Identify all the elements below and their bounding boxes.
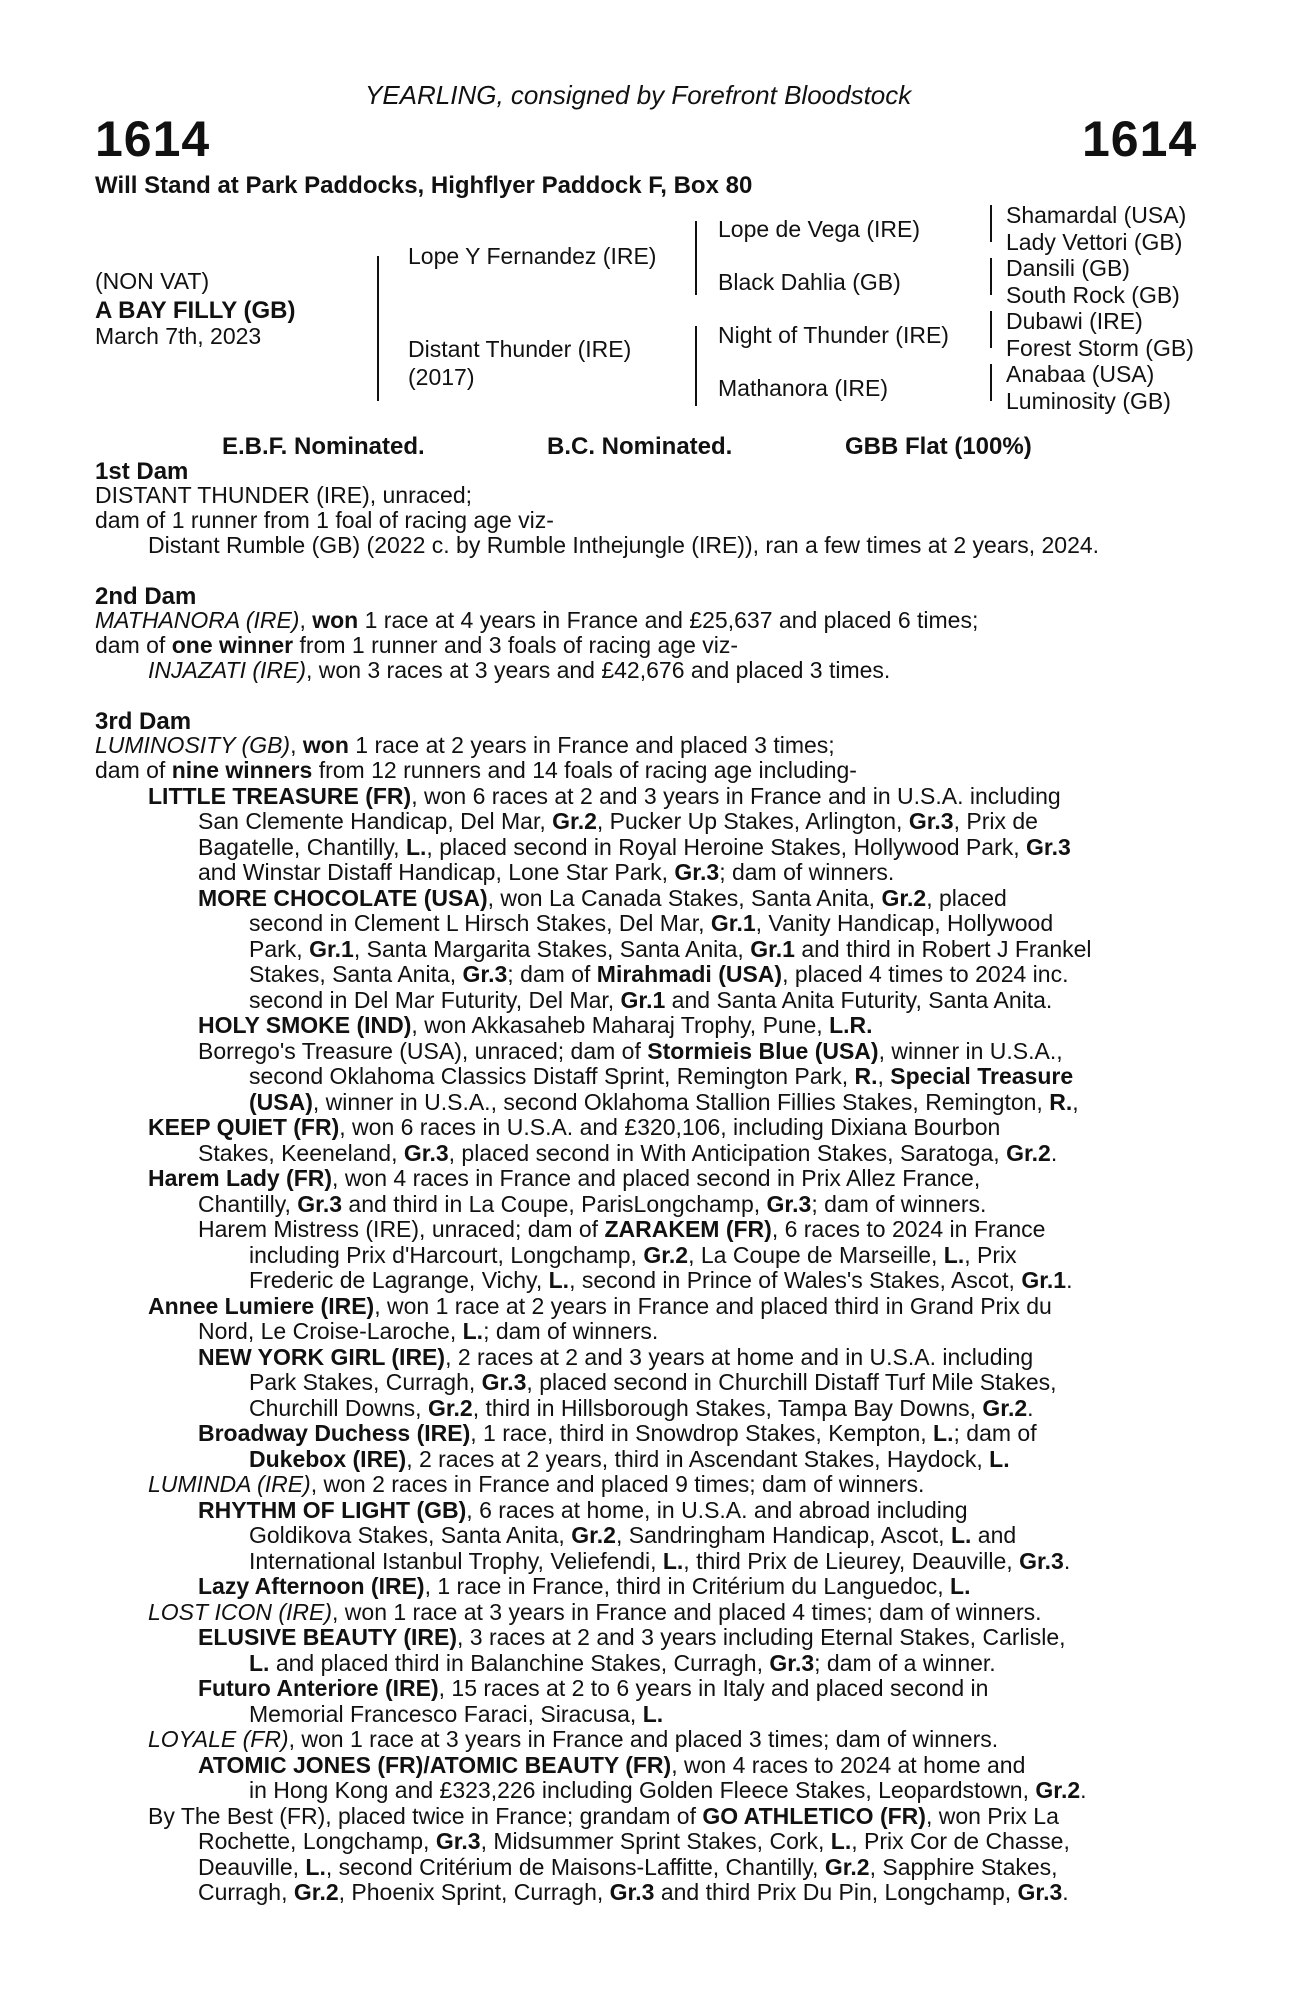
produce-line — [249, 962, 1068, 988]
text: , 6 races at home, in U.S.A. and abroad including — [466, 1497, 968, 1523]
grade-bold: R. — [1049, 1089, 1073, 1115]
pedigree-sire-dam: Black Dahlia (GB) — [718, 269, 901, 295]
text: Goldikova Stakes, Santa Anita, — [249, 1522, 572, 1548]
produce-line — [148, 1294, 1052, 1320]
text: and Santa Anita Futurity, Santa Anita. — [665, 987, 1053, 1013]
text: and third Prix Du Pin, Longchamp, — [654, 1879, 1018, 1905]
text: , — [1072, 1089, 1079, 1115]
horse-bold: Mirahmadi (USA) — [596, 961, 783, 987]
produce-line — [198, 1421, 1037, 1447]
text: , won 1 race at 3 years in France and placed 4 times; dam of winners. — [332, 1599, 1042, 1625]
produce-line — [249, 1064, 1073, 1090]
horse-bold: Dukebox (IRE) — [249, 1446, 407, 1472]
pedigree-dam-sire: Night of Thunder (IRE) — [718, 322, 949, 348]
text: 1 race at 4 years in France and £25,637 and placed 6 times; — [358, 607, 979, 633]
horse-bold: Lazy Afternoon (IRE) — [198, 1573, 425, 1599]
text: , 2 races at 2 years, third in Ascendant Stakes, Haydock, — [406, 1446, 990, 1472]
stand-location: Will Stand at Park Paddocks, Highflyer Paddock F, Box 80 — [95, 172, 753, 199]
pedigree-sdd: South Rock (GB) — [1006, 282, 1180, 308]
vat-status: (NON VAT) — [95, 268, 210, 294]
grade-bold: Gr.2 — [571, 1522, 616, 1548]
text: , Phoenix Sprint, Curragh, — [338, 1879, 610, 1905]
third-dam-title: 3rd Dam — [95, 708, 192, 735]
grade-bold: Gr.2 — [1035, 1777, 1081, 1803]
text: and third in Robert J Frankel — [794, 936, 1092, 962]
produce-line — [148, 1115, 1000, 1141]
produce-line — [249, 988, 1052, 1014]
text: and — [971, 1522, 1017, 1548]
horse-bold: Stormieis Blue (USA) — [647, 1038, 879, 1064]
horse-bold: NEW YORK GIRL (IRE) — [198, 1344, 446, 1370]
grade-bold: L. — [830, 1828, 852, 1854]
produce-line — [198, 1753, 1025, 1779]
grade-bold: Gr.3 — [462, 961, 508, 987]
grade-bold: Gr.3 — [481, 1369, 527, 1395]
horse-bold: ATOMIC JONES (FR)/ATOMIC BEAUTY (FR) — [198, 1752, 672, 1778]
text: , winner in U.S.A., second Oklahoma Stallion Fillies Stakes, Remington, — [312, 1089, 1050, 1115]
text: , 1 race, third in Snowdrop Stakes, Kempton, — [470, 1420, 934, 1446]
text: in Hong Kong and £323,226 including Golden Fleece Stakes, Leopardstown, — [249, 1777, 1036, 1803]
text: ; dam of — [953, 1420, 1037, 1446]
produce-line — [249, 1370, 1057, 1396]
horse-bold: LITTLE TREASURE (FR) — [148, 783, 412, 809]
produce-line — [198, 886, 1007, 912]
grade-bold: Gr.3 — [674, 859, 720, 885]
pedigree-brace-dd — [990, 364, 992, 401]
produce-line — [249, 1523, 1016, 1549]
text: Curragh, — [198, 1879, 294, 1905]
text: including Prix d'Harcourt, Longchamp, — [249, 1242, 644, 1268]
text: , 15 races at 2 to 6 years in Italy and placed second in — [438, 1675, 989, 1701]
horse-italic: LOST ICON (IRE) — [148, 1599, 333, 1625]
grade-bold: Gr.3 — [1017, 1879, 1063, 1905]
pedigree-brace-dam — [695, 326, 697, 406]
dam-name: MATHANORA (IRE) — [95, 607, 300, 633]
text: , won 6 races in U.S.A. and £320,106, including Dixiana Bourbon — [339, 1114, 1001, 1140]
dam-name: LUMINOSITY (GB) — [95, 732, 291, 758]
text: By The Best (FR), placed twice in France; grandam of — [148, 1803, 703, 1829]
foaling-date: March 7th, 2023 — [95, 323, 262, 349]
produce-line — [249, 1447, 1010, 1473]
pedigree-sds: Dansili (GB) — [1006, 255, 1130, 281]
pedigree-sss: Shamardal (USA) — [1006, 202, 1187, 228]
text: , winner in U.S.A., — [878, 1038, 1063, 1064]
winners-bold: one winner — [171, 632, 294, 658]
grade-bold: L. — [642, 1701, 664, 1727]
text: , won Prix La — [925, 1803, 1059, 1829]
text: , — [877, 1063, 891, 1089]
produce-line — [198, 809, 1038, 835]
produce-line — [249, 1090, 1079, 1116]
text: , placed second in Royal Heroine Stakes, Hollywood Park, — [426, 834, 1027, 860]
text: , third Prix de Lieurey, Deauville, — [683, 1548, 1020, 1574]
text: , won La Canada Stakes, Santa Anita, — [487, 885, 882, 911]
text: Rochette, Longchamp, — [198, 1828, 436, 1854]
text: ; dam of winners. — [719, 859, 895, 885]
text: , third in Hillsborough Stakes, Tampa Bay Downs, — [472, 1395, 983, 1421]
won-bold: won — [302, 732, 349, 758]
lot-number-right: 1614 — [1082, 111, 1198, 167]
text: Churchill Downs, — [249, 1395, 428, 1421]
text: , — [299, 607, 313, 633]
grade-bold: L. — [950, 1522, 972, 1548]
produce-line — [198, 860, 894, 886]
pedigree-ddd: Luminosity (GB) — [1006, 388, 1171, 414]
text: and third in La Coupe, ParisLongchamp, — [342, 1191, 767, 1217]
produce-line — [198, 1676, 988, 1702]
grade-bold: L. — [548, 1267, 570, 1293]
horse-bold: RHYTHM OF LIGHT (GB) — [198, 1497, 467, 1523]
text: , second in Prince of Wales's Stakes, Ascot, — [569, 1267, 1022, 1293]
text: , Santa Margarita Stakes, Santa Anita, — [353, 936, 751, 962]
grade-bold: L. — [943, 1242, 965, 1268]
produce-line — [249, 1549, 1070, 1575]
horse-bold: Broadway Duchess (IRE) — [198, 1420, 471, 1446]
horse-bold: Harem Lady (FR) — [148, 1165, 333, 1191]
text: Frederic de Lagrange, Vichy, — [249, 1267, 549, 1293]
text: , Prix Cor de Chasse, — [851, 1828, 1070, 1854]
produce-line — [249, 1651, 996, 1677]
produce-name: INJAZATI (IRE) — [148, 657, 307, 683]
pedigree-dam-dam: Mathanora (IRE) — [718, 375, 889, 401]
produce-line — [249, 1268, 1072, 1294]
produce-line — [249, 1396, 1034, 1422]
produce-line — [198, 1319, 658, 1345]
horse-bold: ELUSIVE BEAUTY (IRE) — [198, 1624, 457, 1650]
pedigree-brace-ss — [990, 205, 992, 242]
produce-line — [249, 911, 1053, 937]
grade-bold: Gr.2 — [643, 1242, 689, 1268]
text: , won 1 race at 2 years in France and placed third in Grand Prix du — [374, 1293, 1052, 1319]
horse-bold: (USA) — [249, 1089, 313, 1115]
text: , won 3 races at 3 years and £42,676 and placed 3 times. — [306, 657, 891, 683]
grade-bold: L. — [249, 1650, 270, 1676]
pedigree-brace-sd — [990, 258, 992, 295]
horse-bold: GO ATHLETICO (FR) — [702, 1803, 926, 1829]
text: Borrego's Treasure (USA), unraced; dam of — [198, 1038, 648, 1064]
text: . — [1062, 1879, 1069, 1905]
grade-bold: Gr.3 — [609, 1879, 655, 1905]
produce-line — [148, 1600, 1042, 1626]
produce-line — [148, 1727, 998, 1753]
produce-line — [249, 937, 1092, 963]
grade-bold: Gr.3 — [908, 808, 954, 834]
text: . — [1080, 1777, 1087, 1803]
horse-bold: Special Treasure — [890, 1063, 1074, 1089]
text: from 12 runners and 14 foals of racing age including- — [312, 757, 857, 783]
text: , — [290, 732, 303, 758]
produce-line — [198, 835, 1071, 861]
third-dam-line-2 — [95, 758, 857, 784]
bc-nomination: B.C. Nominated. — [547, 433, 733, 460]
produce-line — [148, 1804, 1059, 1830]
grade-bold: L. — [989, 1446, 1010, 1472]
text: second Oklahoma Classics Distaff Sprint, Remington Park, — [249, 1063, 855, 1089]
ebf-nomination: E.B.F. Nominated. — [222, 433, 425, 460]
second-dam-title: 2nd Dam — [95, 583, 197, 610]
text: second in Del Mar Futurity, Del Mar, — [249, 987, 621, 1013]
produce-line — [148, 784, 1061, 810]
produce-line — [198, 1192, 986, 1218]
text: , Pucker Up Stakes, Arlington, — [596, 808, 909, 834]
text: . — [1063, 1548, 1071, 1574]
text: and placed third in Balanchine Stakes, Curragh, — [269, 1650, 770, 1676]
text: ; dam of — [507, 961, 597, 987]
pedigree-ssd: Lady Vettori (GB) — [1006, 229, 1183, 255]
produce-line — [249, 1778, 1087, 1804]
grade-bold: L.R. — [829, 1012, 873, 1038]
text: . — [1027, 1395, 1034, 1421]
consignment-line: YEARLING, consigned by Forefront Bloodstock — [365, 80, 912, 110]
grade-bold: Gr.3 — [1019, 1548, 1064, 1574]
text: , placed second in With Anticipation Stakes, Saratoga, — [448, 1140, 1007, 1166]
produce-line — [198, 1855, 1058, 1881]
text: , won 2 races in France and placed 9 times; dam of winners. — [310, 1471, 925, 1497]
text: from 1 runner and 3 foals of racing age viz- — [293, 632, 739, 658]
grade-bold: Gr.2 — [1006, 1140, 1051, 1166]
second-dam-line-2 — [95, 633, 738, 659]
text: Stakes, Santa Anita, — [249, 961, 463, 987]
produce-line — [198, 1345, 1033, 1371]
pedigree-brace-ds — [990, 311, 992, 348]
text: Memorial Francesco Faraci, Siracusa, — [249, 1701, 643, 1727]
text: , Vanity Handicap, Hollywood — [755, 910, 1054, 936]
second-dam-line-1 — [95, 608, 978, 634]
produce-line — [198, 1498, 967, 1524]
produce-line — [198, 1574, 970, 1600]
text: International Istanbul Trophy, Veliefendi, — [249, 1548, 663, 1574]
produce-line — [198, 1141, 1057, 1167]
grade-bold: L. — [950, 1573, 971, 1599]
grade-bold: Gr.1 — [1021, 1267, 1067, 1293]
second-dam-produce-1 — [148, 658, 890, 684]
text: , 3 races at 2 and 3 years including Eternal Stakes, Carlisle, — [457, 1624, 1066, 1650]
text: Bagatelle, Chantilly, — [198, 834, 406, 860]
grade-bold: Gr.2 — [824, 1854, 870, 1880]
produce-line — [198, 1013, 873, 1039]
text: dam of — [95, 632, 172, 658]
grade-bold: R. — [854, 1063, 878, 1089]
text: , won 1 race at 3 years in France and placed 3 times; dam of winners. — [288, 1726, 999, 1752]
horse-bold: Annee Lumiere (IRE) — [148, 1293, 375, 1319]
text: San Clemente Handicap, Del Mar, — [198, 808, 553, 834]
grade-bold: Gr.2 — [427, 1395, 473, 1421]
produce-line — [198, 1829, 1070, 1855]
text: . — [1066, 1267, 1073, 1293]
third-dam-line-1 — [95, 733, 835, 759]
produce-line — [148, 1166, 980, 1192]
first-dam-line-1: DISTANT THUNDER (IRE), unraced; — [95, 482, 473, 508]
grade-bold: L. — [933, 1420, 954, 1446]
grade-bold: Gr.3 — [435, 1828, 481, 1854]
grade-bold: Gr.2 — [293, 1879, 339, 1905]
text: , won Akkasaheb Maharaj Trophy, Pune, — [411, 1012, 830, 1038]
won-bold: won — [312, 607, 359, 633]
grade-bold: Gr.1 — [309, 936, 354, 962]
pedigree-sire: Lope Y Fernandez (IRE) — [408, 243, 657, 269]
text: Stakes, Keeneland, — [198, 1140, 404, 1166]
text: Chantilly, — [198, 1191, 298, 1217]
grade-bold: Gr.2 — [552, 808, 597, 834]
text: ; dam of a winner. — [814, 1650, 996, 1676]
text: , Midsummer Sprint Stakes, Cork, — [480, 1828, 831, 1854]
grade-bold: Gr.1 — [620, 987, 666, 1013]
horse-bold: KEEP QUIET (FR) — [148, 1114, 340, 1140]
text: , Sapphire Stakes, — [869, 1854, 1058, 1880]
text: , Sandringham Handicap, Ascot, — [615, 1522, 951, 1548]
produce-line — [198, 1217, 1045, 1243]
text: , placed — [926, 885, 1007, 911]
horse-italic: LUMINDA (IRE) — [148, 1471, 311, 1497]
text: Park, — [249, 936, 310, 962]
text: and Winstar Distaff Handicap, Lone Star Park, — [198, 859, 675, 885]
first-dam-line-2: dam of 1 runner from 1 foal of racing age viz- — [95, 507, 554, 533]
pedigree-dam: Distant Thunder (IRE) — [408, 336, 632, 362]
grade-bold: Gr.3 — [403, 1140, 449, 1166]
winners-bold: nine winners — [171, 757, 313, 783]
pedigree-brace-sire — [695, 221, 697, 295]
text: . — [1050, 1140, 1058, 1166]
lot-number-left: 1614 — [95, 111, 211, 167]
text: second in Clement L Hirsch Stakes, Del Mar, — [249, 910, 711, 936]
text: Harem Mistress (IRE), unraced; dam of — [198, 1216, 605, 1242]
text: Park Stakes, Curragh, — [249, 1369, 482, 1395]
text: , La Coupe de Marseille, — [688, 1242, 944, 1268]
grade-bold: L. — [405, 834, 427, 860]
text: , Prix de — [953, 808, 1038, 834]
text: 1 race at 2 years in France and placed 3 times; — [348, 732, 835, 758]
grade-bold: Gr.3 — [297, 1191, 343, 1217]
grade-bold: L. — [462, 1318, 484, 1344]
grade-bold: Gr.3 — [1026, 834, 1071, 860]
pedigree-dam-year: (2017) — [408, 364, 475, 390]
text: Nord, Le Croise-Laroche, — [198, 1318, 463, 1344]
produce-line — [148, 1472, 924, 1498]
produce-line — [198, 1625, 1066, 1651]
text: , second Critérium de Maisons-Laffitte, Chantilly, — [325, 1854, 825, 1880]
produce-line — [198, 1880, 1069, 1906]
pedigree-dss: Dubawi (IRE) — [1006, 308, 1143, 334]
pedigree-brace-main — [377, 256, 379, 401]
text: , won 4 races in France and placed second in Prix Allez France, — [332, 1165, 981, 1191]
gbb-flat: GBB Flat (100%) — [845, 433, 1032, 460]
text: , 2 races at 2 and 3 years at home and in U.S.A. including — [445, 1344, 1034, 1370]
grade-bold: Gr.1 — [710, 910, 756, 936]
first-dam-title: 1st Dam — [95, 458, 189, 485]
horse-bold: Futuro Anteriore (IRE) — [198, 1675, 439, 1701]
grade-bold: Gr.2 — [982, 1395, 1028, 1421]
first-dam-produce-1: Distant Rumble (GB) (2022 c. by Rumble Inthejungle (IRE)), ran a few times at 2 years, 2024. — [148, 532, 1100, 558]
produce-line — [249, 1243, 1017, 1269]
grade-bold: Gr.3 — [766, 1191, 812, 1217]
text: , won 6 races at 2 and 3 years in France and in U.S.A. including — [411, 783, 1061, 809]
horse-bold: MORE CHOCOLATE (USA) — [198, 885, 488, 911]
horse-name: A BAY FILLY (GB) — [95, 297, 296, 324]
pedigree-dsd: Forest Storm (GB) — [1006, 335, 1194, 361]
text: , Prix — [964, 1242, 1017, 1268]
grade-bold: Gr.1 — [750, 936, 795, 962]
grade-bold: Gr.3 — [769, 1650, 815, 1676]
pedigree-sire-sire: Lope de Vega (IRE) — [718, 216, 921, 242]
text: , 1 race in France, third in Critérium du Languedoc, — [424, 1573, 951, 1599]
text: Deauville, — [198, 1854, 306, 1880]
text: ; dam of winners. — [483, 1318, 659, 1344]
horse-bold: ZARAKEM (FR) — [604, 1216, 772, 1242]
text: dam of — [95, 757, 172, 783]
grade-bold: L. — [305, 1854, 326, 1880]
grade-bold: L. — [662, 1548, 684, 1574]
horse-italic: LOYALE (FR) — [148, 1726, 289, 1752]
text: , placed 4 times to 2024 inc. — [782, 961, 1069, 987]
horse-bold: HOLY SMOKE (IND) — [198, 1012, 412, 1038]
text: , won 4 races to 2024 at home and — [671, 1752, 1026, 1778]
text: , placed second in Churchill Distaff Turf Mile Stakes, — [526, 1369, 1057, 1395]
text: ; dam of winners. — [811, 1191, 987, 1217]
pedigree-dds: Anabaa (USA) — [1006, 361, 1155, 387]
grade-bold: Gr.2 — [881, 885, 927, 911]
produce-line — [198, 1039, 1063, 1065]
text: , 6 races to 2024 in France — [771, 1216, 1046, 1242]
produce-line — [249, 1702, 663, 1728]
